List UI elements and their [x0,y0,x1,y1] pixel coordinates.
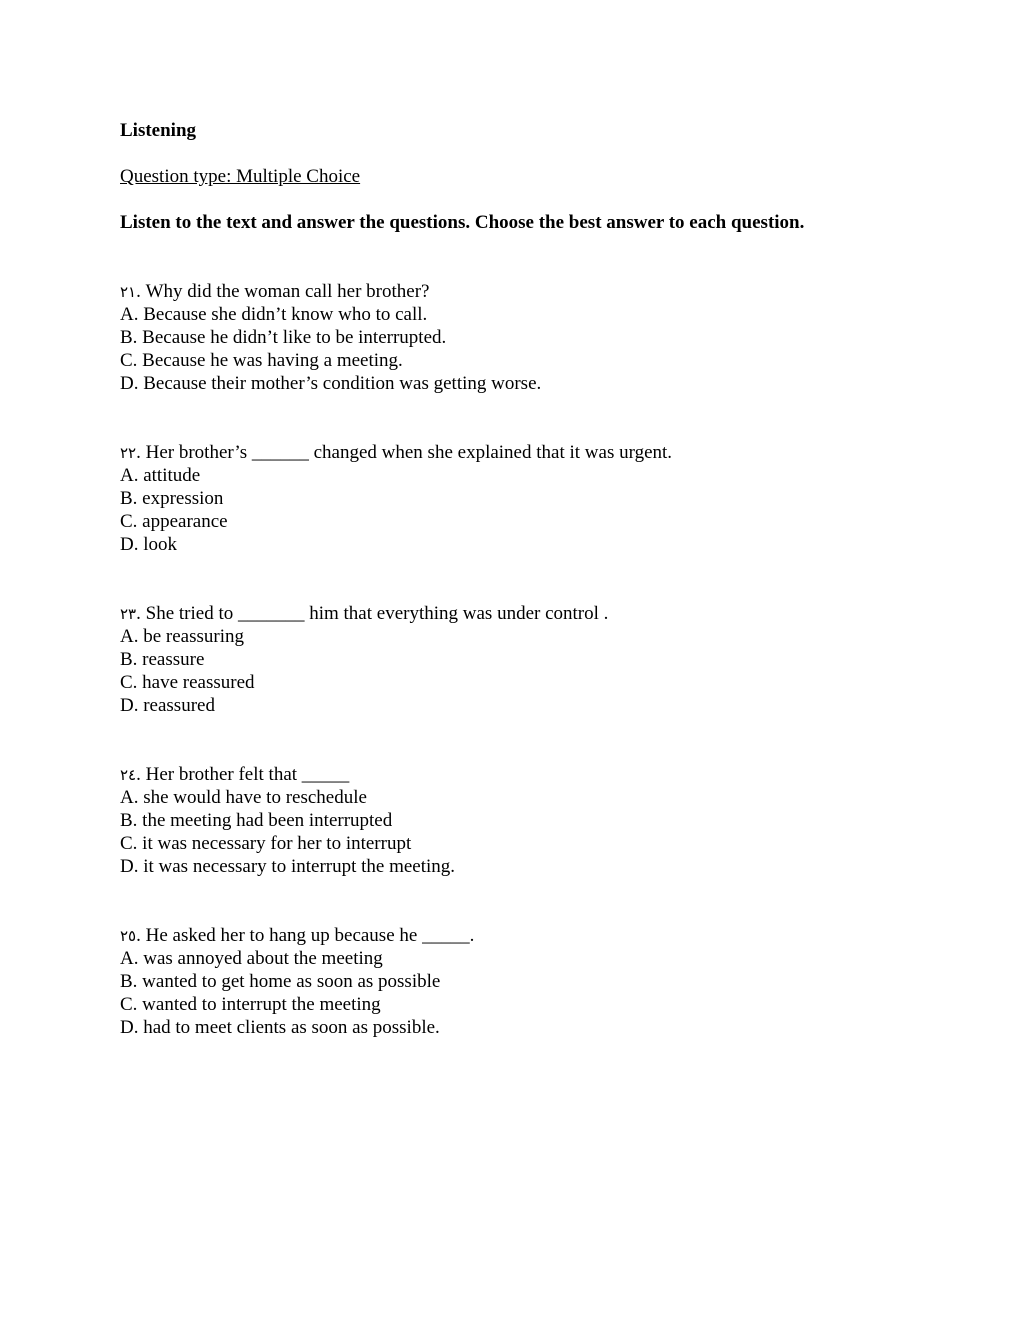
question-number: ٢٤ [120,766,137,784]
option-c: C. have reassured [120,672,255,693]
question-text: . Her brother’s ______ changed when she explained that it was urgent. [136,442,673,463]
option-c: C. appearance [120,511,228,532]
option-c: C. it was necessary for her to interrupt [120,833,412,854]
question-24 [120,763,920,878]
question-23 [120,602,920,717]
option-d: D. it was necessary to interrupt the meeting. [120,856,456,877]
question-text: . He asked her to hang up because he _____. [136,925,475,946]
question-number: ٢٥ [120,927,137,945]
option-d: D. look [120,534,177,555]
option-a: A. she would have to reschedule [120,787,367,808]
question-number: ٢٢ [120,444,137,462]
question-stem [120,763,920,786]
option-b: B. wanted to get home as soon as possible [120,971,441,992]
question-text: . Why did the woman call her brother? [136,281,430,302]
question-21 [120,280,920,395]
question-type-label: Question type: Multiple Choice [120,166,361,187]
option-b: B. Because he didn’t like to be interrupted. [120,327,447,348]
question-stem [120,280,920,303]
instructions: Listen to the text and answer the questions. Choose the best answer to each question. [120,212,805,233]
option-c: C. Because he was having a meeting. [120,350,403,371]
option-b: B. expression [120,488,224,509]
option-b: B. the meeting had been interrupted [120,810,393,831]
option-a: A. be reassuring [120,626,244,647]
question-25 [120,924,920,1039]
option-a: A. was annoyed about the meeting [120,948,383,969]
option-a: A. attitude [120,465,201,486]
section-title: Listening [120,120,197,141]
question-text: . Her brother felt that _____ [136,764,350,785]
option-d: D. reassured [120,695,215,716]
question-stem [120,602,920,625]
option-a: A. Because she didn’t know who to call. [120,304,428,325]
question-stem [120,924,920,947]
option-c: C. wanted to interrupt the meeting [120,994,381,1015]
option-d: D. Because their mother’s condition was getting worse. [120,373,542,394]
question-number: ٢٣ [120,605,137,623]
question-stem [120,441,920,464]
question-text: . She tried to _______ him that everything was under control . [136,603,609,624]
question-22 [120,441,920,556]
option-b: B. reassure [120,649,205,670]
document-page [120,119,920,1039]
option-d: D. had to meet clients as soon as possible. [120,1017,440,1038]
question-number: ٢١ [120,283,137,301]
